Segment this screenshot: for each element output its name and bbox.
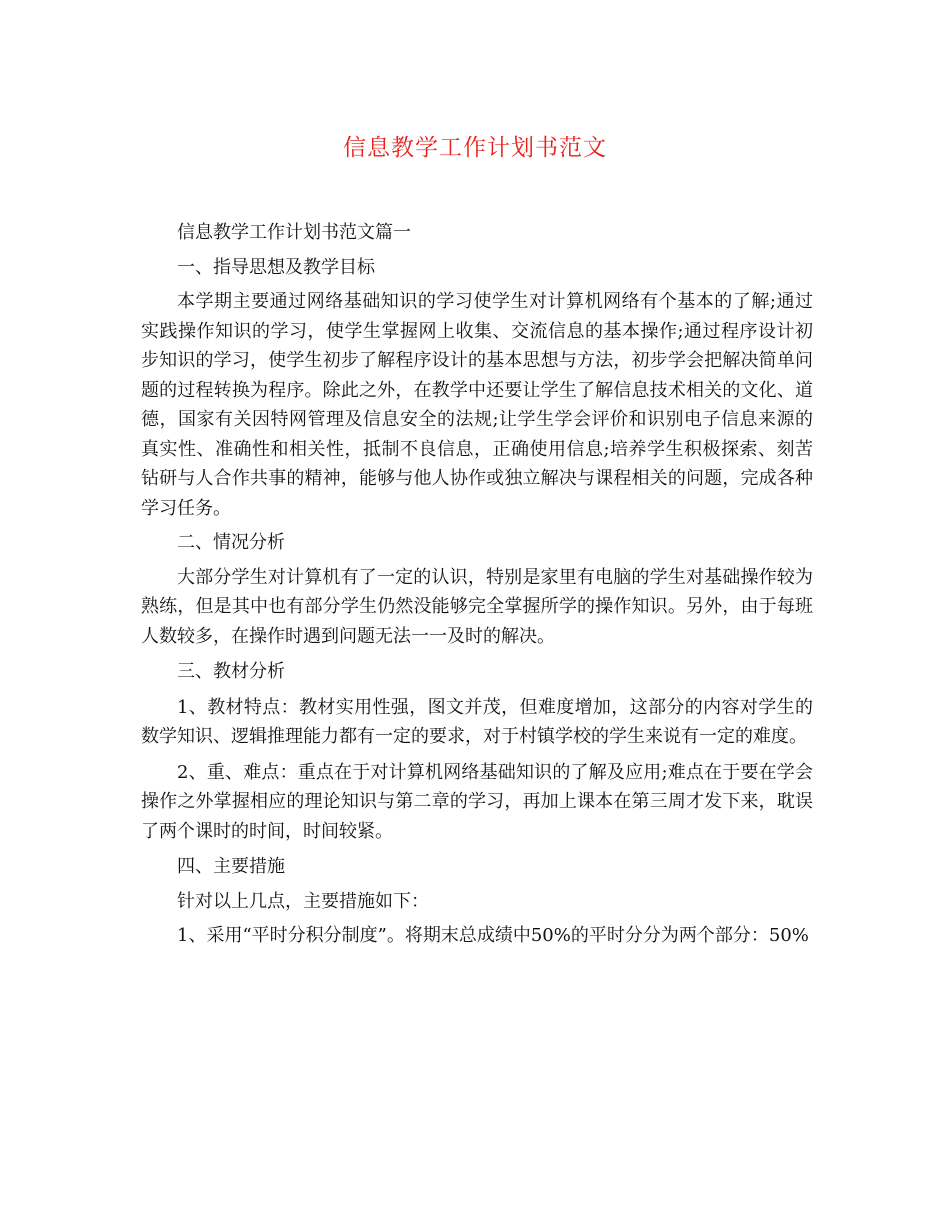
document-body <box>141 218 813 951</box>
heading-textbook-analysis: 三、教材分析 <box>177 661 285 682</box>
paragraph-textbook-features: 1、教材特点：教材实用性强，图文并茂，但难度增加，这部分的内容对学生的数学知识、逻辑推理能力都有一定的要求，对于村镇学校的学生来说有一定的难度。 <box>141 696 813 747</box>
paragraph-key-points: 2、重、难点：重点在于对计算机网络基础知识的了解及应用;难点在于要在学会操作之外掌握相应的理论知识与第二章的学习，再加上课本在第三周才发下来，耽误了两个课时的时间，时间较紧。 <box>141 761 813 842</box>
paragraph-measure-1: 1、采用“平时分积分制度”。将期末总成绩中50%的平时分分为两个部分：50% <box>177 925 809 946</box>
heading-situation-analysis: 二、情况分析 <box>177 532 285 553</box>
paragraph-measures-intro: 针对以上几点，主要措施如下： <box>177 890 429 912</box>
document-title: 信息教学工作计划书范文 <box>343 135 607 161</box>
heading-main-measures: 四、主要措施 <box>177 856 285 877</box>
heading-guiding-thought: 一、指导思想及教学目标 <box>177 256 375 278</box>
section-subtitle: 信息教学工作计划书范文篇一 <box>177 222 411 243</box>
paragraph-situation: 大部分学生对计算机有了一定的认识，特别是家里有电脑的学生对基础操作较为熟练，但是其中也有部分学生仍然没能够完全掌握所学的操作知识。另外，由于每班人数较多，在操作时遇到问题无法一一及时的解决。 <box>141 566 813 647</box>
paragraph-goals: 本学期主要通过网络基础知识的学习使学生对计算机网络有个基本的了解;通过实践操作知识的学习，使学生掌握网上收集、交流信息的基本操作;通过程序设计初步知识的学习，使学生初步了解程序设计的基本思想与方法，初步学会把解决简单问题的过程转换为程序。除此之外，在教学中还要让学生了解信息技术相关的文化、道德，国家有关因特网管理及信息安全的法规;让学生学会评价和识别电子信息来源的真实性、准确性和相关性，抵制不良信息，正确使用信息;培养学生积极探索、刻苦钻研与人合作共事的精神，能够与他人协作或独立解决与课程相关的问题，完成各种学习任务。 <box>141 291 813 519</box>
